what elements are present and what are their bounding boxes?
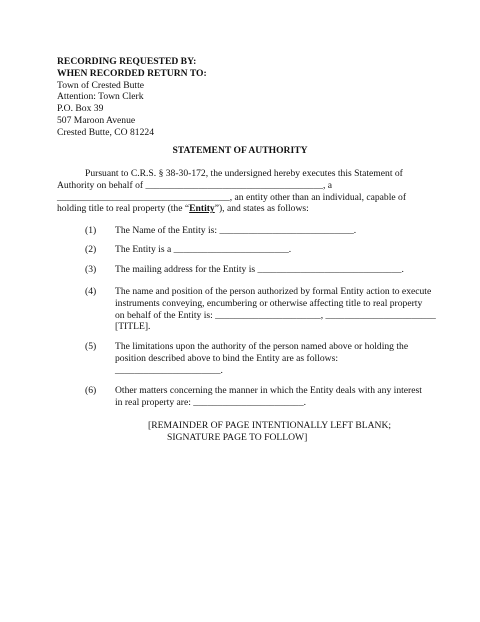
item-text: The mailing address for the Entity is ______________________________. [115,264,404,275]
item-number: (3) [85,264,97,275]
recipient-po-box: P.O. Box 39 [57,103,104,115]
document-title: STATEMENT OF AUTHORITY [172,145,308,156]
item-text: [TITLE]. [115,321,151,333]
item-number: (1) [85,225,97,236]
remainder-notice [0,420,480,444]
item-text: The Name of the Entity is: ____________________________. [115,225,357,236]
intro-line [57,203,437,215]
item-text: ______________________. [115,364,223,376]
item-text: on behalf of the Entity is: ______________________, _______________________ [115,309,436,321]
item-text: The limitations upon the authority of the person named above or holding the [115,341,409,352]
item-text: position described above to bind the Entity are as follows: [115,352,339,364]
item-number: (4) [85,286,97,297]
intro-text: holding title to real property (the “ [57,203,190,215]
intro-line: ____________________________________, an entity other than an individual, capable of [57,191,407,203]
intro-line: Authority on behalf of _____________________________________, a [57,179,332,191]
intro-paragraph [57,168,437,215]
recording-requested-label: RECORDING REQUESTED BY: [57,56,197,67]
item-number: (5) [85,341,97,352]
intro-line: Pursuant to C.R.S. § 38-30-172, the undersigned hereby executes this Statement of [85,168,403,179]
recipient-street: 507 Maroon Avenue [57,114,136,126]
recipient-attention: Attention: Town Clerk [57,91,144,103]
recipient-name: Town of Crested Butte [57,79,144,91]
item-text: instruments conveying, encumbering or otherwise affecting title to real property [115,297,423,309]
intro-text: ”), and states as follows: [214,203,309,215]
remainder-line: [REMAINDER OF PAGE INTENTIONALLY LEFT BLANK; [148,420,392,431]
item-text: in real property are: _______________________. [115,396,307,408]
item-number: (2) [85,244,97,255]
entity-defined-term: Entity [189,203,215,215]
return-to-label: WHEN RECORDED RETURN TO: [57,67,207,79]
item-text: The name and position of the person authorized by formal Entity action to execute [115,286,432,297]
item-text: The Entity is a ________________________. [115,244,292,255]
recipient-city-state-zip: Crested Butte, CO 81224 [57,126,154,138]
recording-header [57,56,207,139]
item-text: Other matters concerning the manner in which the Entity deals with any interest [115,385,422,396]
item-number: (6) [85,385,97,396]
remainder-line: SIGNATURE PAGE TO FOLLOW] [167,431,308,443]
